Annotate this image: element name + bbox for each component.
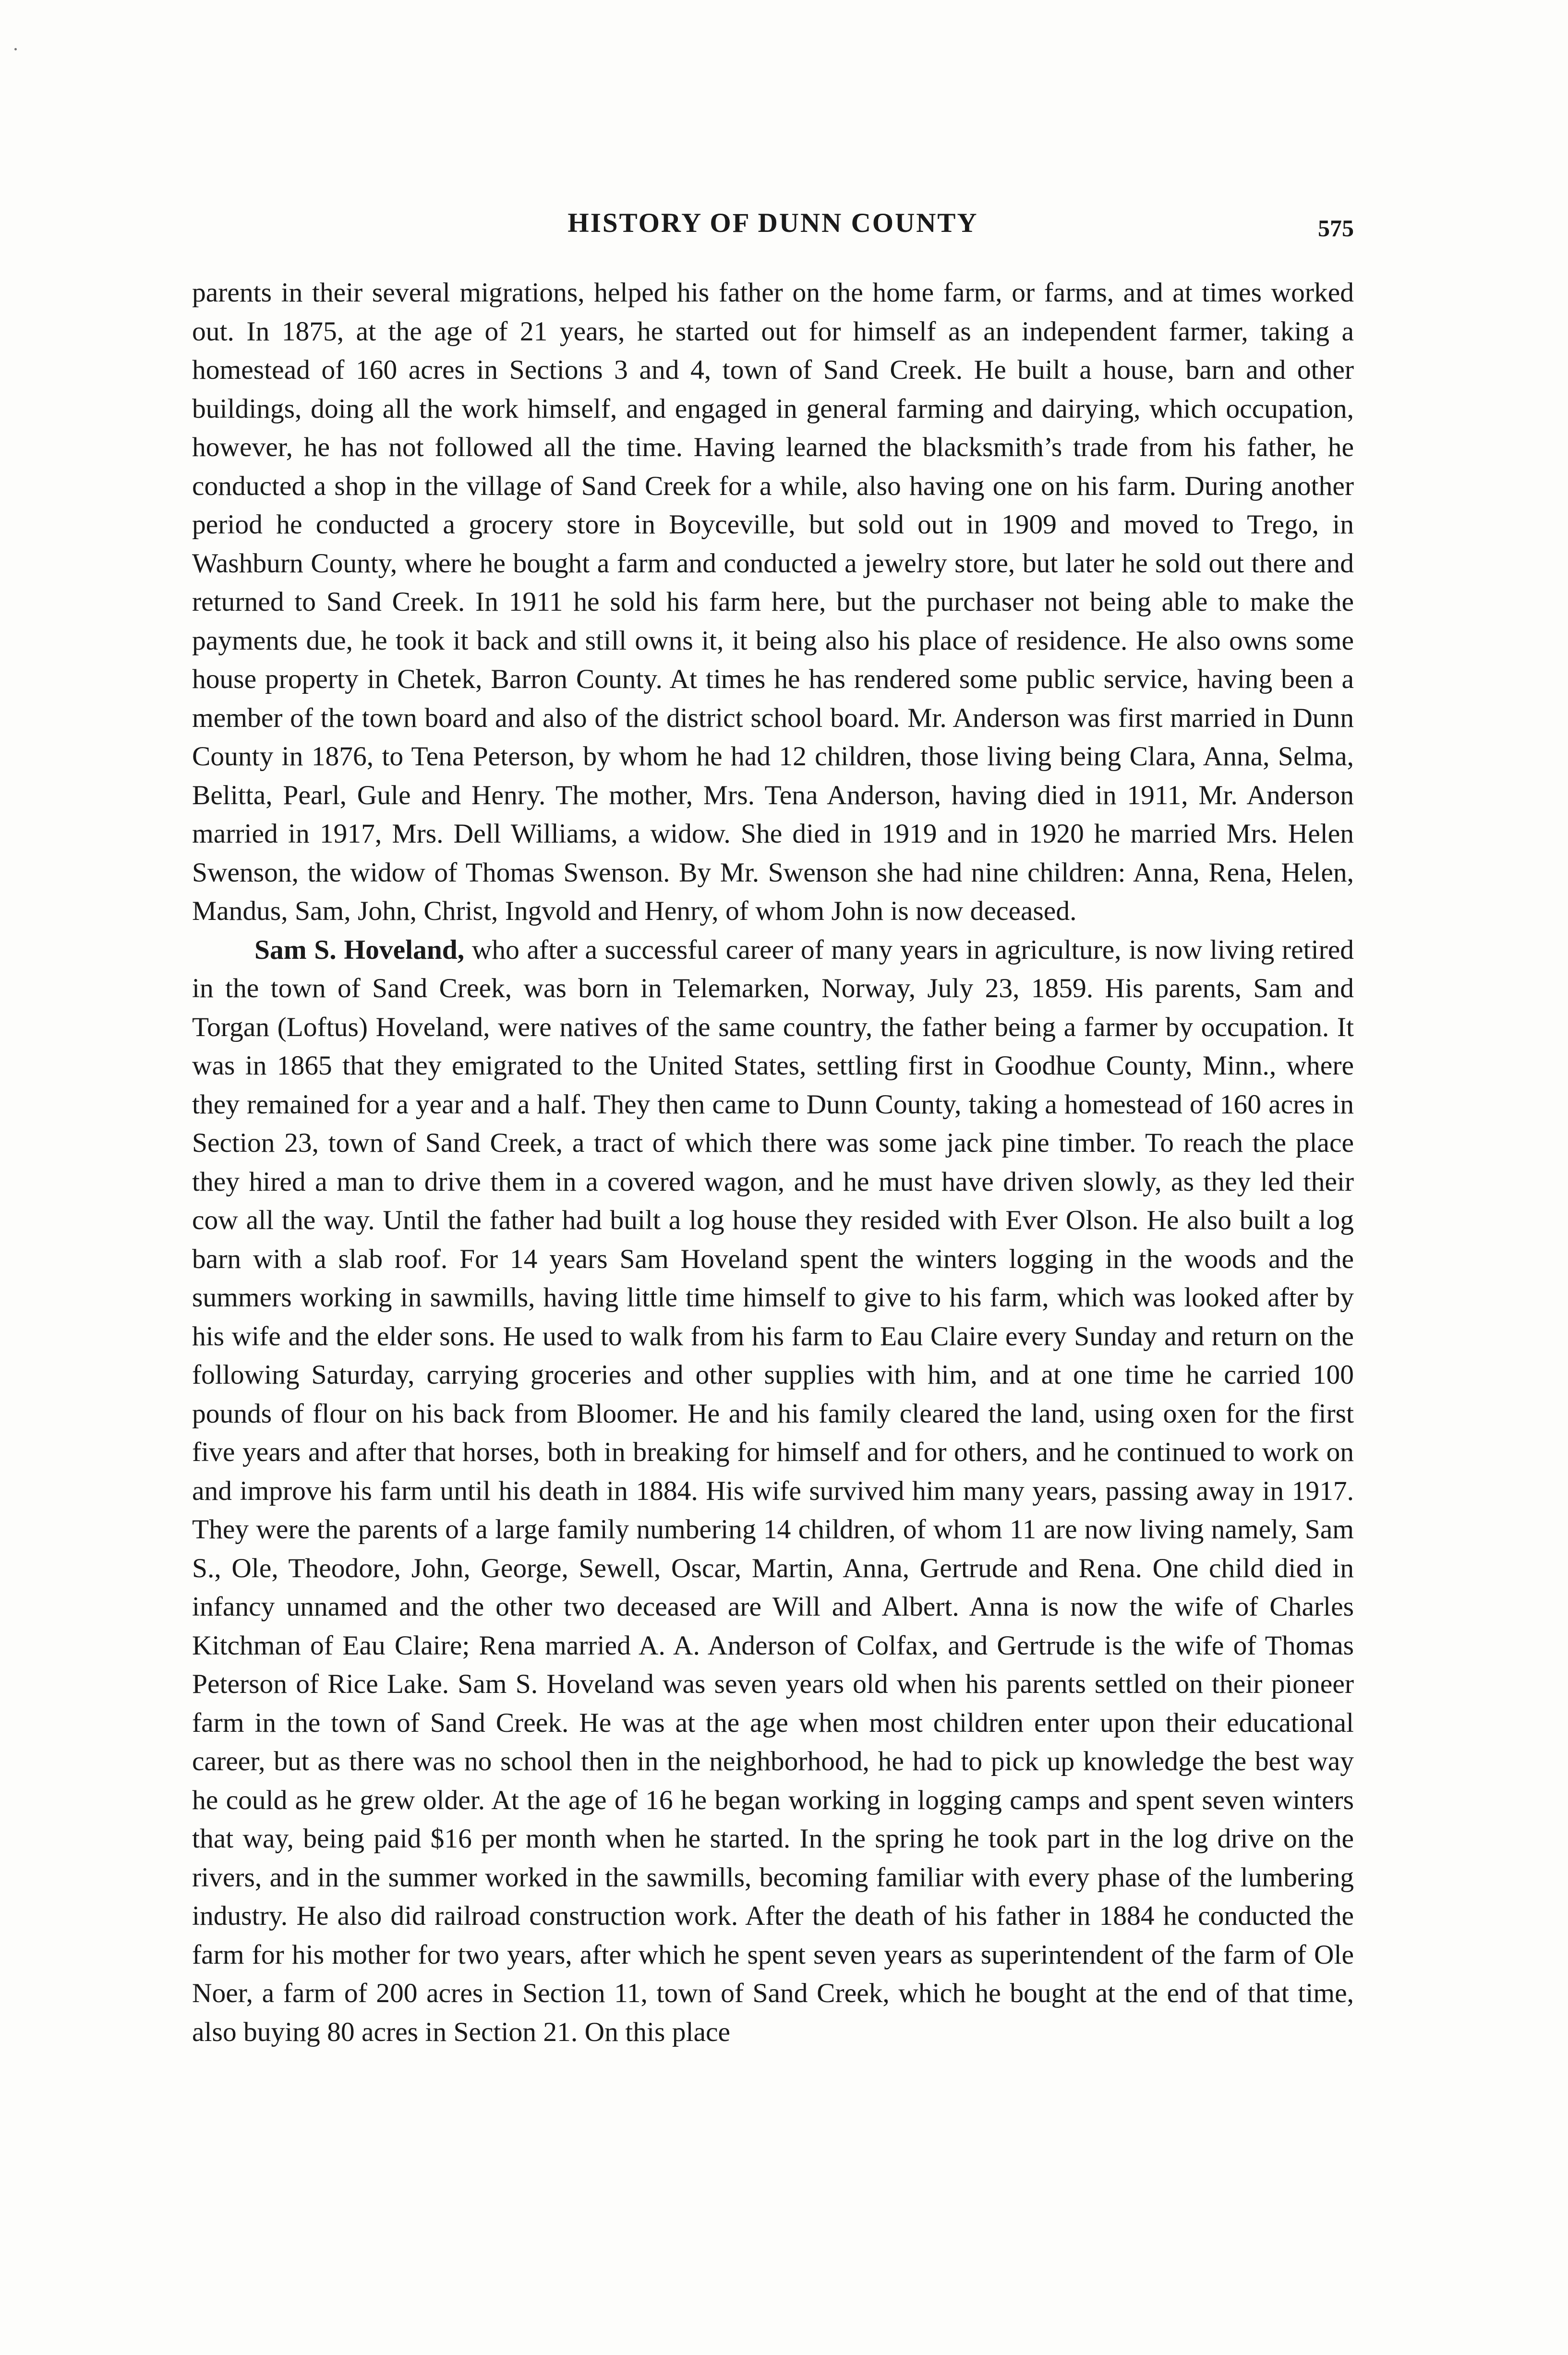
running-title: HISTORY OF DUNN COUNTY — [567, 208, 978, 238]
paragraph-text: who after a successful career of many years in agriculture, is now living retired in the town of Sand Creek, was born in Telemarken, Norway, July 23, 1859. His parents, Sam and Torgan (Loftus) Hoveland, were natives of the same country, the father being a farmer by occupation. It was in 1865 that they emigrated to the United States, settling first in Goodhue County, Minn., where they remained for a year and a half. They then came to Dunn County, taking a homestead of 160 acres in Section 23, town of Sand Creek, a tract of which there was some jack pine timber. To reach the place they hired a man to drive them in a covered wagon, and he must have driven slowly, as they led their cow all the way. Until the father had built a log house they resided with Ever Olson. He also built a log barn with a slab roof. For 14 years Sam Hoveland spent the winters logging in the woods and the summers working in sawmills, having little time himself to give to his farm, which was looked after by his wife and the elder sons. He used to walk from his farm to Eau Claire every Sunday and return on the following Saturday, carrying groceries and other supplies with him, and at one time he carried 100 pounds of flour on his back from Bloomer. He and his family cleared the land, using oxen for the first five years and after that horses, both in breaking for himself and for others, and he continued to work on and improve his farm until his death in 1884. His wife survived him many years, passing away in 1917. They were the parents of a large family numbering 14 children, of whom 11 are now living namely, Sam S., Ole, Theodore, John, George, Sewell, Oscar, Martin, Anna, Gertrude and Rena. One child died in infancy unnamed and the other two deceased are Will and Albert. Anna is now the wife of Charles Kitchman of Eau Claire; Rena married A. A. Anderson of Colfax, and Gertrude is the wife of Thomas Peterson of Rice Lake. Sam S. Hoveland was seven years old when his parents settled on their pioneer farm in the town of Sand Creek. He was at the age when most children enter upon their educational career, but as there was no school then in the neighborhood, he had to pick up knowledge the best way he could as he grew older. At the age of 16 he began working in logging camps and spent seven winters that way, being paid $16 per month when he started. In the spring he took part in the log drive on the rivers, and in the summer worked in the sawmills, becoming familiar with every phase of the lumbering industry. He also did railroad construction work. After the death of his father in 1884 he conducted the farm for his mother for two years, after which he spent seven years as superintendent of the farm of Ole Noer, a farm of 200 acres in Section 11, town of Sand Creek, which he bought at the end of that time, also buying 80 acres in Section 21. On this place — [192, 934, 1354, 2047]
biography-subject-name: Sam S. Hoveland, — [254, 934, 465, 965]
running-head — [192, 199, 1354, 247]
body-text — [192, 274, 1354, 2052]
paragraph-text: parents in their several migrations, helped his father on the home farm, or farms, and at times worked out. In 1875, at the age of 21 years, he started out for himself as an independent farmer, taking a homestead of 160 acres in Sections 3 and 4, town of Sand Creek. He built a house, barn and other buildings, doing all the work himself, and engaged in general farming and dairying, which occupation, however, he has not followed all the time. Having learned the blacksmith’s trade from his father, he conducted a shop in the village of Sand Creek for a while, also having one on his farm. During another period he conducted a grocery store in Boyceville, but sold out in 1909 and moved to Trego, in Washburn County, where he bought a farm and conducted a jewelry store, but later he sold out there and returned to Sand Creek. In 1911 he sold his farm here, but the purchaser not being able to make the payments due, he took it back and still owns it, it being also his place of residence. He also owns some house property in Chetek, Barron County. At times he has rendered some public service, having been a member of the town board and also of the district school board. Mr. Anderson was first married in Dunn County in 1876, to Tena Peterson, by whom he had 12 children, those living being Clara, Anna, Selma, Belitta, Pearl, Gule and Henry. The mother, Mrs. Tena Anderson, having died in 1911, Mr. Anderson married in 1917, Mrs. Dell Williams, a widow. She died in 1919 and in 1920 he married Mrs. Helen Swenson, the widow of Thomas Swenson. By Mr. Swenson she had nine children: Anna, Rena, Helen, Mandus, Sam, John, Christ, Ingvold and Henry, of whom John is now deceased. — [192, 278, 1354, 926]
scan-speck — [14, 48, 17, 50]
page-number: 575 — [1318, 215, 1354, 242]
paragraph-biography-hoveland — [192, 931, 1354, 2052]
paragraph-continuation — [192, 274, 1354, 931]
